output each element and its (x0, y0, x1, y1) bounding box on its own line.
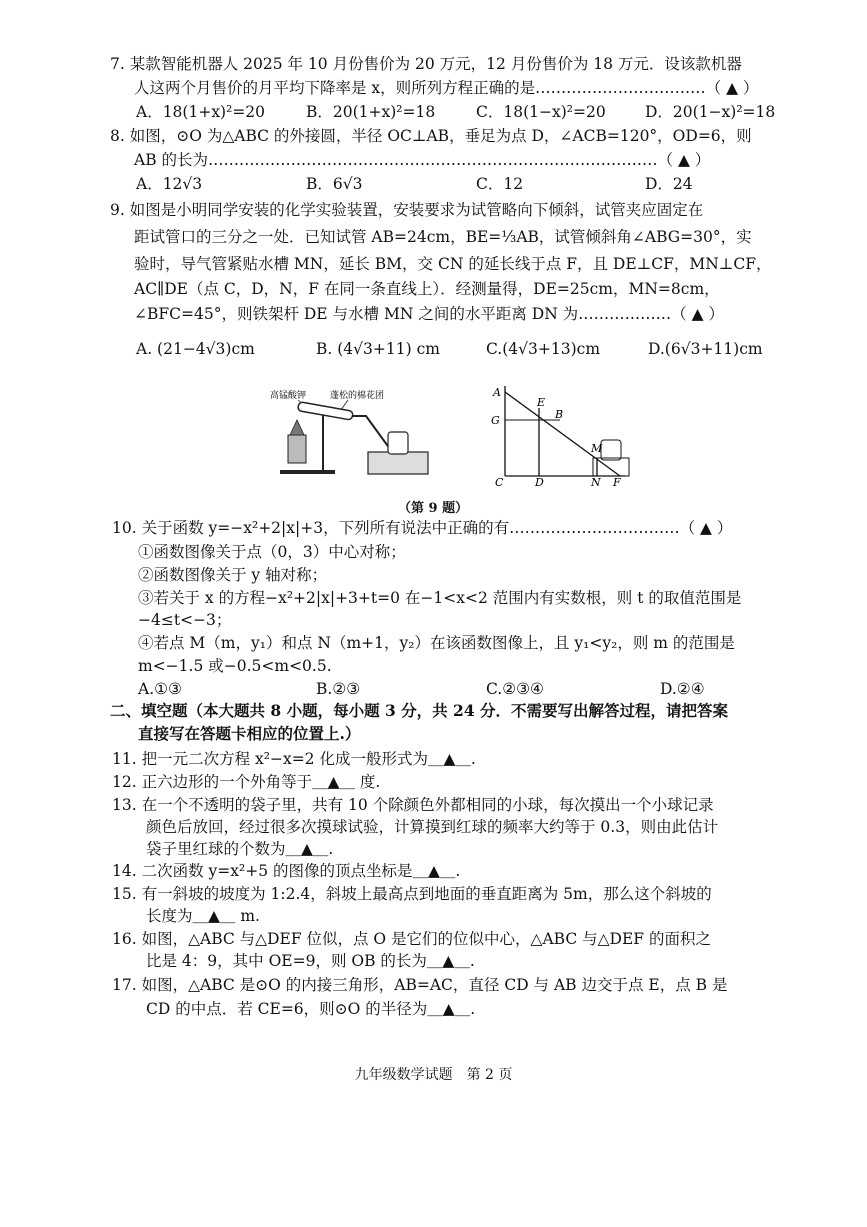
q17-line2: CD 的中点．若 CE=6，则⊙O 的半径为＿▲＿. (146, 1000, 476, 1018)
label-m: M (591, 442, 603, 455)
q8-option-c: C．12 (476, 175, 524, 193)
q9-option-c: C.(4√3+13)cm (486, 340, 601, 358)
q9-line4: AC∥DE（点 C，D，N，F 在同一条直线上）．经测量得，DE=25cm，MN=8cm， (134, 280, 720, 298)
q9-line3: 验时，导气管紧贴水槽 MN，延长 BM，交 CN 的延长线于点 F，且 DE⊥CF，MN⊥CF， (134, 255, 772, 273)
label-c: C (495, 476, 504, 489)
section2-heading-cont: 直接写在答题卡相应的位置上.） (138, 724, 361, 743)
q8-line1: 8. 如图，⊙O 为△ABC 的外接圆，半径 OC⊥AB，垂足为点 D，∠ACB=120°，OD=6，则 (110, 127, 752, 145)
q10-statement-3b: −4≤t<−3； (138, 611, 232, 629)
q13-line3: 袋子里红球的个数为＿▲＿. (146, 840, 334, 858)
q8-line2: AB 的长为……………………………………………………………………………（ ▲ ） (134, 151, 711, 169)
figure-caption: （第 9 题） (398, 501, 469, 516)
q7-option-b: B．20(1+x)²=18 (306, 103, 436, 121)
q9-option-d: D.(6√3+11)cm (648, 340, 763, 358)
apparatus-label-left: 高锰酸钾 (270, 391, 307, 401)
q16-line1: 16. 如图，△ABC 与△DEF 位似，点 O 是它们的位似中心，△ABC 与△DEF 的面积之 (112, 930, 711, 948)
q14: 14. 二次函数 y=x²+5 的图像的顶点坐标是＿▲＿. (112, 862, 461, 880)
page-footer: 九年级数学试题 第 2 页 (354, 1067, 513, 1083)
q16-line2: 比是 4：9，其中 OE=9，则 OB 的长为＿▲＿. (146, 952, 475, 970)
q10-statement-2: ②函数图像关于 y 轴对称； (138, 566, 328, 584)
q8-option-a: A．12√3 (136, 175, 203, 193)
label-a: A (493, 386, 501, 399)
q10-line1: 10. 关于函数 y=−x²+2|x|+3，下列所有说法中正确的有……………………………（ ▲ ） (112, 519, 733, 537)
q9-option-a: A. (21−4√3)cm (136, 340, 255, 358)
q10-option-c: C.②③④ (486, 680, 544, 698)
q10-option-d: D.②④ (660, 680, 705, 698)
q7-line2: 人这两个月售价的月平均下降率是 x，则所列方程正确的是……………………………（ ▲ ） (134, 79, 759, 97)
q9-line1: 9. 如图是小明同学安装的化学实验装置，安装要求为试管略向下倾斜，试管夹应固定在 (110, 201, 704, 219)
label-f: F (613, 476, 621, 489)
geometry-figure (485, 378, 645, 490)
label-e: E (537, 396, 546, 409)
q15-line1: 15. 有一斜坡的坡度为 1:2.4，斜坡上最高点到地面的垂直距离为 5m，那么这个斜坡的 (112, 885, 712, 903)
section2-heading: 二、填空题（本大题共 8 小题，每小题 3 分，共 24 分．不需要写出解答过程，请把答案 (110, 701, 729, 720)
q10-statement-4b: m<−1.5 或−0.5<m<0.5. (138, 657, 332, 675)
q17-line1: 17. 如图，△ABC 是⊙O 的内接三角形，AB=AC，直径 CD 与 AB 边交于点 E，点 B 是 (112, 976, 728, 994)
label-d: D (535, 476, 544, 489)
apparatus-label-right: 蓬松的棉花团 (330, 391, 385, 401)
q15-line2: 长度为＿▲＿ m. (146, 907, 260, 925)
label-b: B (555, 408, 564, 421)
apparatus-figure (268, 380, 438, 480)
q8-option-b: B．6√3 (306, 175, 363, 193)
q9-line2: 距试管口的三分之一处．已知试管 AB=24cm，BE=⅓AB，试管倾斜角∠ABG=30°，实 (134, 228, 752, 246)
q13-line2: 颜色后放回，经过很多次摸球试验，计算摸到红球的频率大约等于 0.3，则由此估计 (146, 818, 719, 836)
q12: 12. 正六边形的一个外角等于＿▲＿ 度. (112, 773, 381, 791)
label-g: G (491, 414, 500, 427)
q9-option-b: B. (4√3+11) cm (316, 340, 440, 358)
q11: 11. 把一元二次方程 x²−x=2 化成一般形式为＿▲＿. (112, 750, 476, 768)
q9-line5: ∠BFC=45°，则铁架杆 DE 与水槽 MN 之间的水平距离 DN 为………………（ ▲ ） (134, 305, 724, 323)
q7-option-c: C．18(1−x)²=20 (476, 103, 606, 121)
q8-option-d: D．24 (645, 175, 693, 193)
q7-option-a: A．18(1+x)²=20 (136, 103, 266, 121)
q10-option-b: B.②③ (316, 680, 361, 698)
q13-line1: 13. 在一个不透明的袋子里，共有 10 个除颜色外都相同的小球，每次摸出一个小球记录 (112, 796, 714, 814)
q7-line1: 7. 某款智能机器人 2025 年 10 月份售价为 20 万元，12 月份售价为 18 万元．设该款机器 (110, 55, 742, 73)
q10-statement-1: ①函数图像关于点（0，3）中心对称； (138, 543, 406, 561)
q10-statement-4a: ④若点 M（m，y₁）和点 N（m+1，y₂）在该函数图像上，且 y₁<y₂，则 m 的范围是 (138, 634, 735, 652)
q10-option-a: A.①③ (138, 680, 182, 698)
q10-statement-3a: ③若关于 x 的方程−x²+2|x|+3+t=0 在−1<x<2 范围内有实数根，则 t 的取值范围是 (138, 589, 742, 607)
q7-option-d: D．20(1−x)²=18 (645, 103, 776, 121)
label-n: N (591, 476, 601, 489)
